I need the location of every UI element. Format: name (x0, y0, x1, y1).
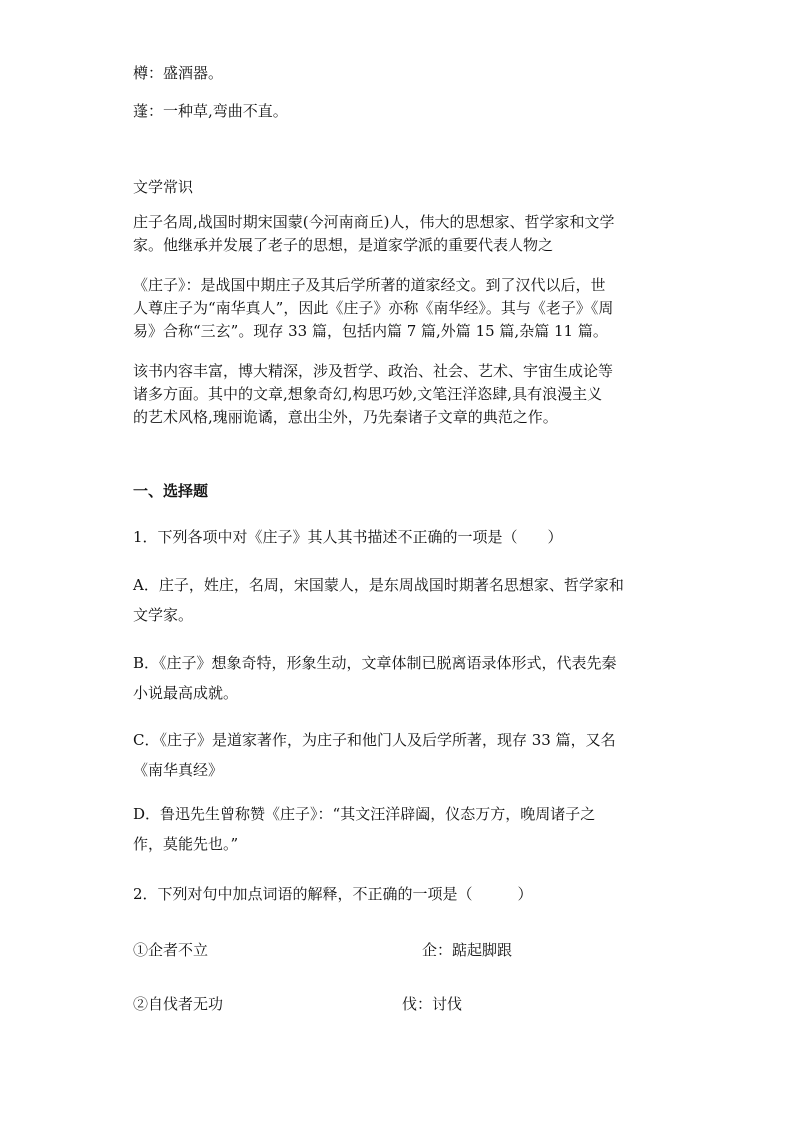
q1-option-d-line-2: 作，莫能先也。” (133, 835, 239, 853)
q2-item-1-text: ①企者不立 (133, 941, 209, 959)
q1-option-c-line-2: 《南华真经》 (133, 761, 224, 779)
q1-option-d-line-1: D．鲁迅先生曾称赞《庄子》：“其文汪洋辟阖，仪态万方，晚周诸子之 (133, 805, 596, 823)
q1-option-c-line-1: C．《庄子》是道家著作，为庄子和他门人及后学所著，现存 33 篇，又名 (133, 731, 616, 749)
q1-stem: 1．下列各项中对《庄子》其人其书描述不正确的一项是（ ） (133, 528, 563, 546)
q1-option-a-line-2: 文学家。 (133, 606, 194, 624)
literature-para1-line-1: 庄子名周,战国时期宋国蒙(今河南商丘)人，伟大的思想家、哲学家和文学 (133, 213, 615, 231)
literature-para3-line-1: 该书内容丰富，博大精深，涉及哲学、政治、社会、艺术、宇宙生成论等 (133, 362, 614, 380)
literature-para2-line-1: 《庄子》：是战国中期庄子及其后学所著的道家经文。到了汉代以后，世 (133, 276, 606, 294)
q1-option-a-line-1: A．庄子，姓庄，名周，宋国蒙人，是东周战国时期著名思想家、哲学家和 (133, 576, 624, 594)
literature-para3-line-3: 的艺术风格,瑰丽诡谲，意出尘外，乃先秦诸子文章的典范之作。 (133, 408, 558, 426)
q2-stem: 2．下列对句中加点词语的解释，不正确的一项是（ ） (133, 885, 533, 903)
q1-option-b-line-2: 小说最高成就。 (133, 684, 239, 702)
literature-para1-line-2: 家。他继承并发展了老子的思想，是道家学派的重要代表人物之 (133, 236, 554, 254)
q2-item-2-text: ②自伐者无功 (133, 995, 224, 1013)
literature-para2-line-3: 易》合称“三玄”。现存 33 篇，包括内篇 7 篇,外篇 15 篇,杂篇 11 篇。 (133, 322, 608, 340)
literature-para3-line-2: 诸多方面。其中的文章,想象奇幻,构思巧妙,文笔汪洋恣肆,具有浪漫主义 (133, 385, 603, 403)
literature-heading: 文学常识 (133, 178, 194, 196)
literature-para2-line-2: 人尊庄子为“南华真人”，因此《庄子》亦称《南华经》。其与《老子》《周 (133, 299, 614, 317)
glossary-line-1: 樽：盛酒器。 (133, 64, 224, 82)
section-title: 一、选择题 (133, 482, 209, 500)
q2-item-2-gloss: 伐：讨伐 (402, 995, 463, 1013)
glossary-line-2: 蓬：一种草,弯曲不直。 (133, 102, 288, 120)
q1-option-b-line-1: B．《庄子》想象奇特，形象生动，文章体制已脱离语录体形式，代表先秦 (133, 654, 617, 672)
q2-item-1-gloss: 企：踮起脚跟 (422, 941, 513, 959)
